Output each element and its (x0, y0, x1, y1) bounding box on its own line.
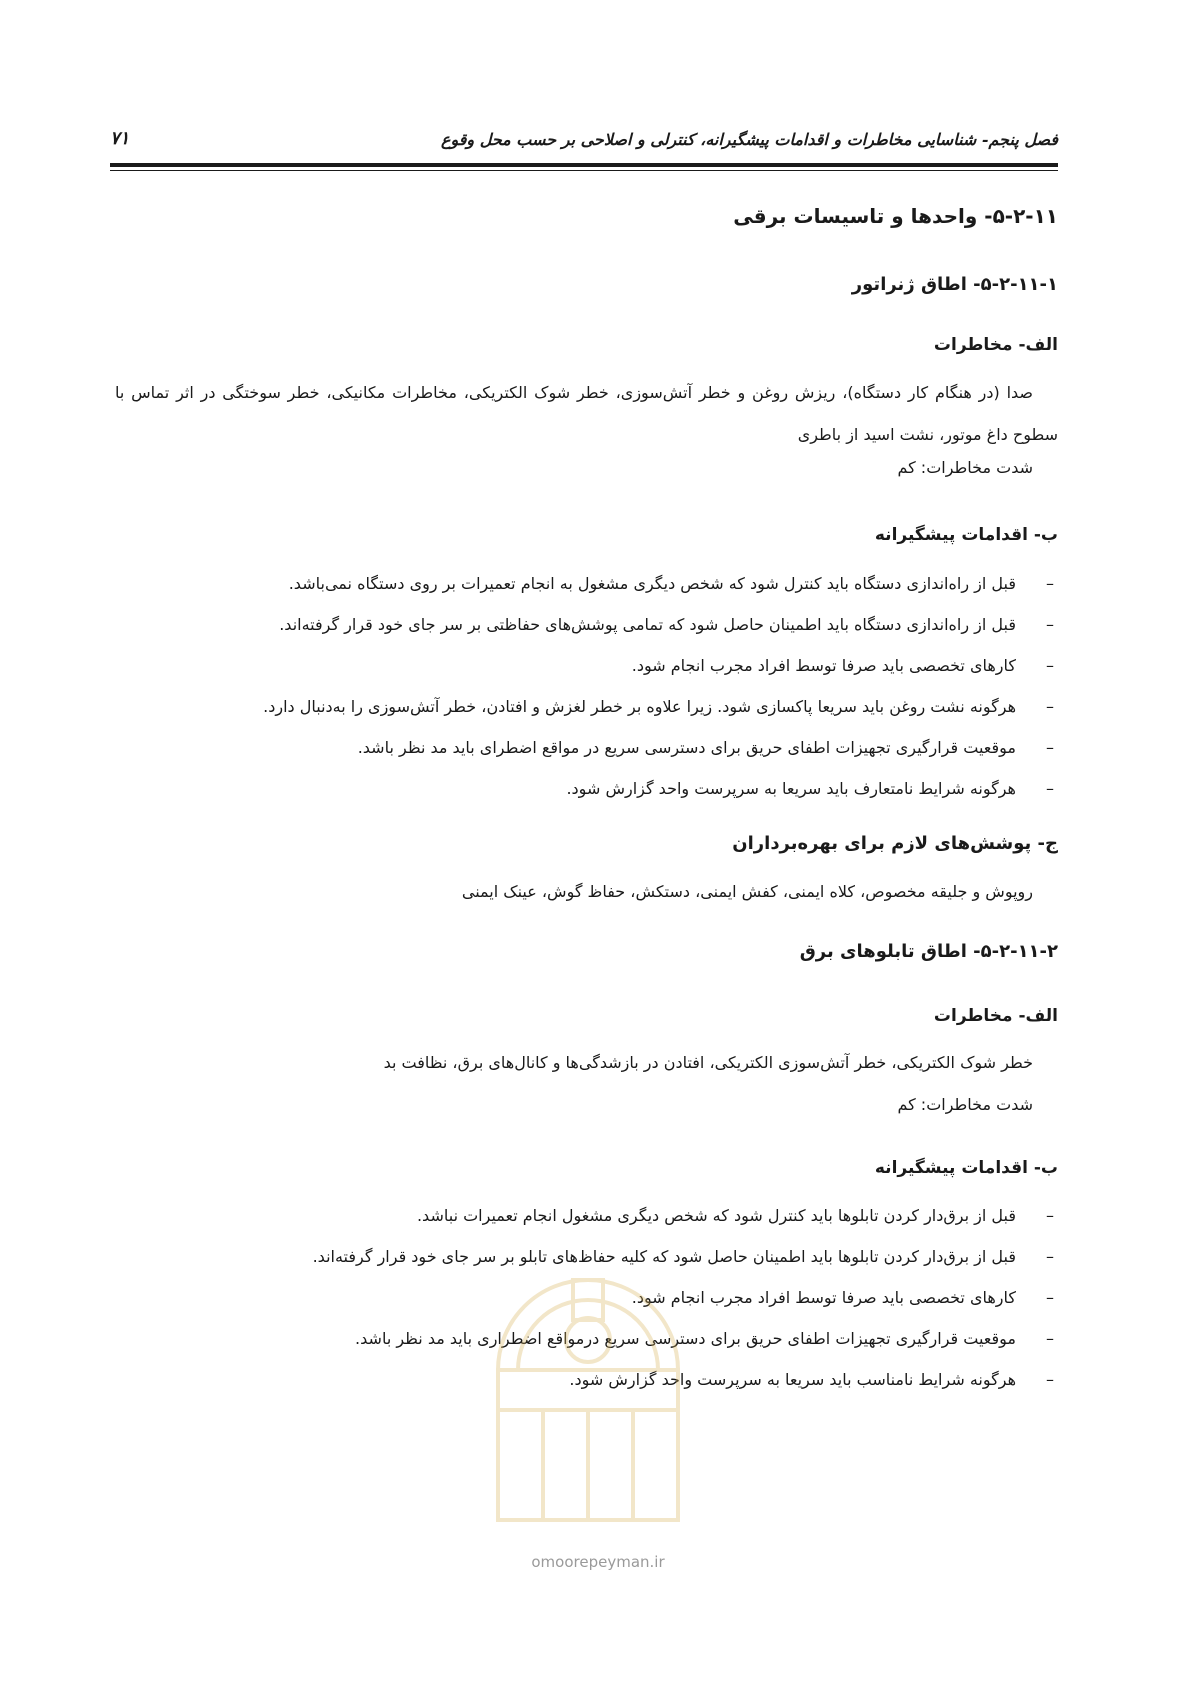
panel-hazards-heading: الف- مخاطرات (933, 1006, 1058, 1026)
list-item-text: قبل از راه‌اندازی دستگاه باید کنترل شود که شخص دیگری مشغول به انجام تعمیرات بر روی دستگاه نمی‌باشد. (288, 574, 1016, 593)
bullet-dash: – (1046, 1329, 1054, 1348)
chapter-title: فصل پنجم- شناسایی مخاطرات و اقدامات پیشگیرانه، کنترلی و اصلاحی بر حسب محل وقوع (440, 130, 1058, 149)
bullet-dash: – (1046, 615, 1054, 634)
list-item (115, 686, 1058, 727)
list-item-text: قبل از برق‌دار کردن تابلوها باید اطمینان حاصل شود که کلیه حفاظ‌های تابلو بر سر جای خود قرار گرفته‌اند. (312, 1247, 1016, 1266)
bullet-dash: – (1046, 656, 1054, 675)
bullet-dash: – (1046, 574, 1054, 593)
panel-room-heading: ۵-۲-۱۱-۲- اطاق تابلوهای برق (799, 941, 1058, 962)
list-item (115, 727, 1058, 768)
bullet-dash: – (1046, 1288, 1054, 1307)
list-item-text: هرگونه شرایط نامتعارف باید سریعا به سرپرست واحد گزارش شود. (566, 779, 1016, 798)
bullet-dash: – (1046, 738, 1054, 757)
generator-prevention-heading: ب- اقدامات پیشگیرانه (874, 525, 1058, 545)
bullet-dash: – (1046, 1370, 1054, 1389)
generator-prevention-list (115, 563, 1058, 809)
panel-hazards-severity: شدت مخاطرات: کم (897, 1095, 1033, 1114)
bullet-dash: – (1046, 1206, 1054, 1225)
generator-ppe-text: روپوش و جلیقه مخصوص، کلاه ایمنی، کفش ایمنی، دستکش، حفاظ گوش، عینک ایمنی (461, 882, 1033, 901)
header-rule-thick (110, 163, 1058, 167)
section-heading: ۵-۲-۱۱- واحدها و تاسیسات برقی (733, 204, 1058, 228)
page-header (110, 130, 1058, 162)
list-item (115, 768, 1058, 809)
list-item (115, 645, 1058, 686)
list-item-text: قبل از راه‌اندازی دستگاه باید اطمینان حاصل شود که تمامی پوشش‌های حفاظتی بر سر جای خود قرار گرفته‌اند. (279, 615, 1016, 634)
bullet-dash: – (1046, 779, 1054, 798)
generator-hazards-severity: شدت مخاطرات: کم (897, 458, 1033, 477)
bullet-dash: – (1046, 697, 1054, 716)
list-item-text: هرگونه نشت روغن باید سریعا پاکسازی شود. زیرا علاوه بر خطر لغزش و افتادن، خطر آتش‌سوزی را به‌دنبال دارد. (263, 697, 1016, 716)
list-item (115, 563, 1058, 604)
building-seal-icon (478, 1220, 698, 1530)
list-item-text: موقعیت قرارگیری تجهیزات اطفای حریق برای دسترسی سریع در مواقع اضطرای باید مد نظر باشد. (357, 738, 1016, 757)
list-item-text: موقعیت قرارگیری تجهیزات اطفای حریق برای دسترسی سریع درمواقع اضطراری باید مد نظر باشد. (355, 1329, 1016, 1348)
header-rule-thin (110, 170, 1058, 171)
list-item-text: کارهای تخصصی باید صرفا توسط افراد مجرب انجام شود. (631, 1288, 1016, 1307)
list-item-text: قبل از برق‌دار کردن تابلوها باید کنترل شود که شخص دیگری مشغول انجام تعمیرات نباشد. (416, 1206, 1016, 1225)
panel-prevention-heading: ب- اقدامات پیشگیرانه (874, 1158, 1058, 1178)
bullet-dash: – (1046, 1247, 1054, 1266)
watermark-url: omoorepeyman.ir (531, 1553, 665, 1571)
generator-hazards-heading: الف- مخاطرات (933, 335, 1058, 355)
panel-hazards-text: خطر شوک الکتریکی، خطر آتش‌سوزی الکتریکی، افتادن در بازشدگی‌ها و کانال‌های برق، نظافت بد (383, 1053, 1033, 1072)
list-item-text: هرگونه شرایط نامناسب باید سریعا به سرپرست واحد گزارش شود. (569, 1370, 1016, 1389)
page-number: ۷۱ (110, 128, 130, 149)
list-item-text: کارهای تخصصی باید صرفا توسط افراد مجرب انجام شود. (631, 656, 1016, 675)
generator-hazards-text: صدا (در هنگام کار دستگاه)، ریزش روغن و خطر آتش‌سوزی، خطر شوک الکتریکی، مخاطرات مکانیکی، خطر سوختگی در اثر تماس با سطوح داغ موتور، نشت اسید از باطری (115, 383, 1058, 444)
list-item (115, 604, 1058, 645)
generator-ppe-heading: ج- پوشش‌های لازم برای بهره‌برداران (732, 833, 1058, 854)
generator-room-heading: ۵-۲-۱۱-۱- اطاق ژنراتور (851, 274, 1058, 295)
